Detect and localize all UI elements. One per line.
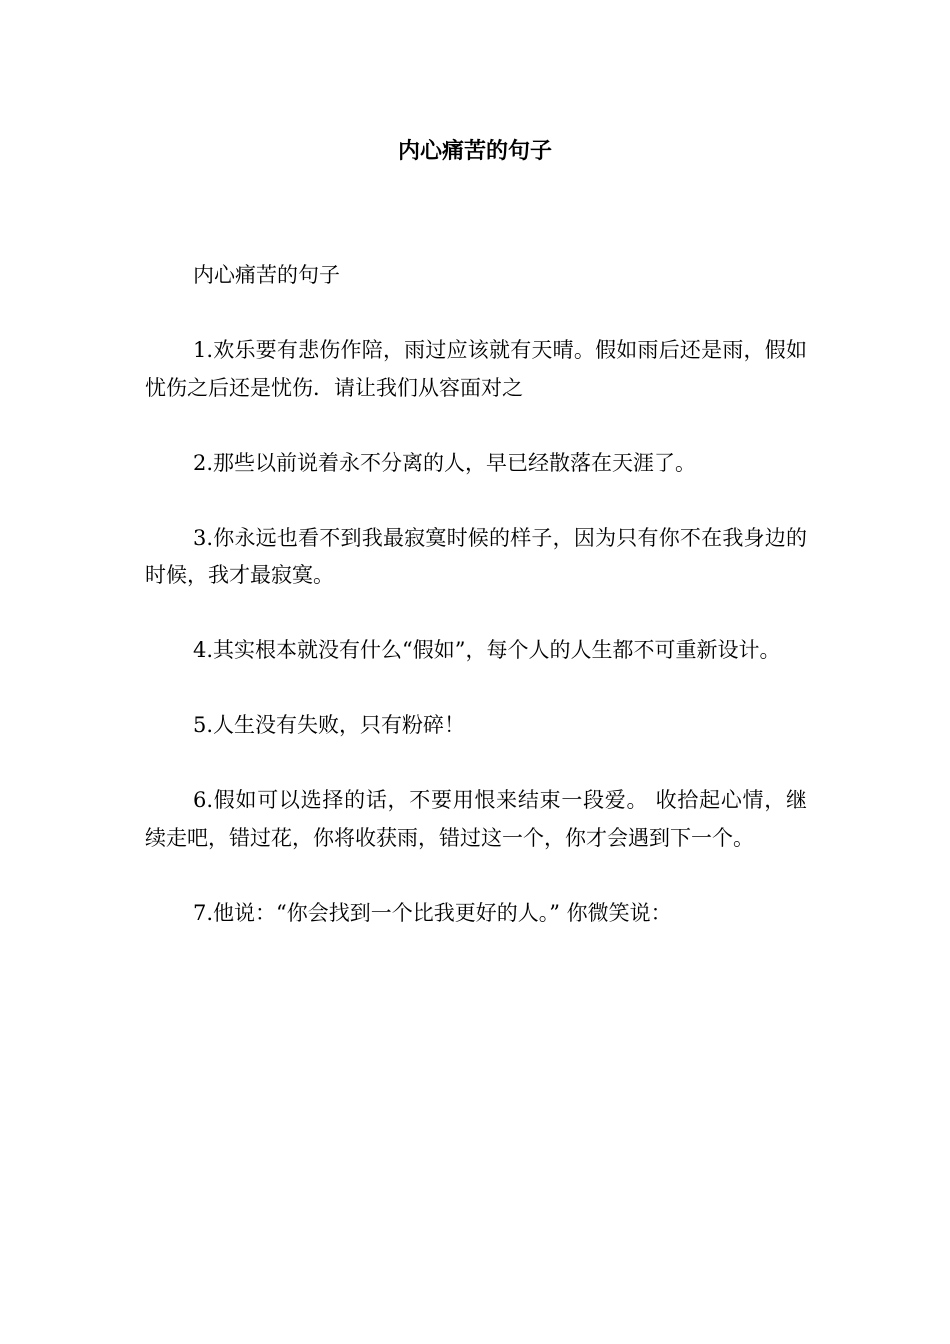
paragraph-item-4: 4.其实根本就没有什么“假如”，每个人的人生都不可重新设计。 [193,638,781,662]
paragraph-item-6: 6.假如可以选择的话，不要用恨来结束一段爱。 收拾起心情，继续走吧，错过花，你将收获雨，错过这一个，你才会遇到下一个。 [145,788,807,850]
paragraph-item-7: 7.他说：“你会找到一个比我更好的人。” 你微笑说： [193,900,672,925]
paragraph-item-1: 1.欢乐要有悲伤作陪，雨过应该就有天晴。假如雨后还是雨，假如忧伤之后还是忧伤．请让我们从容面对之 [145,338,807,400]
paragraph-heading: 内心痛苦的句子 [193,263,340,287]
document-title: 内心痛苦的句子 [397,139,552,164]
paragraph-item-2: 2.那些以前说着永不分离的人，早已经散落在天涯了。 [193,450,697,475]
document-body [145,257,807,970]
paragraph-item-3: 3.你永远也看不到我最寂寞时候的样子，因为只有你不在我身边的时候，我才最寂寞。 [145,525,807,587]
paragraph-item-5: 5.人生没有失败，只有粉碎！ [193,713,466,737]
